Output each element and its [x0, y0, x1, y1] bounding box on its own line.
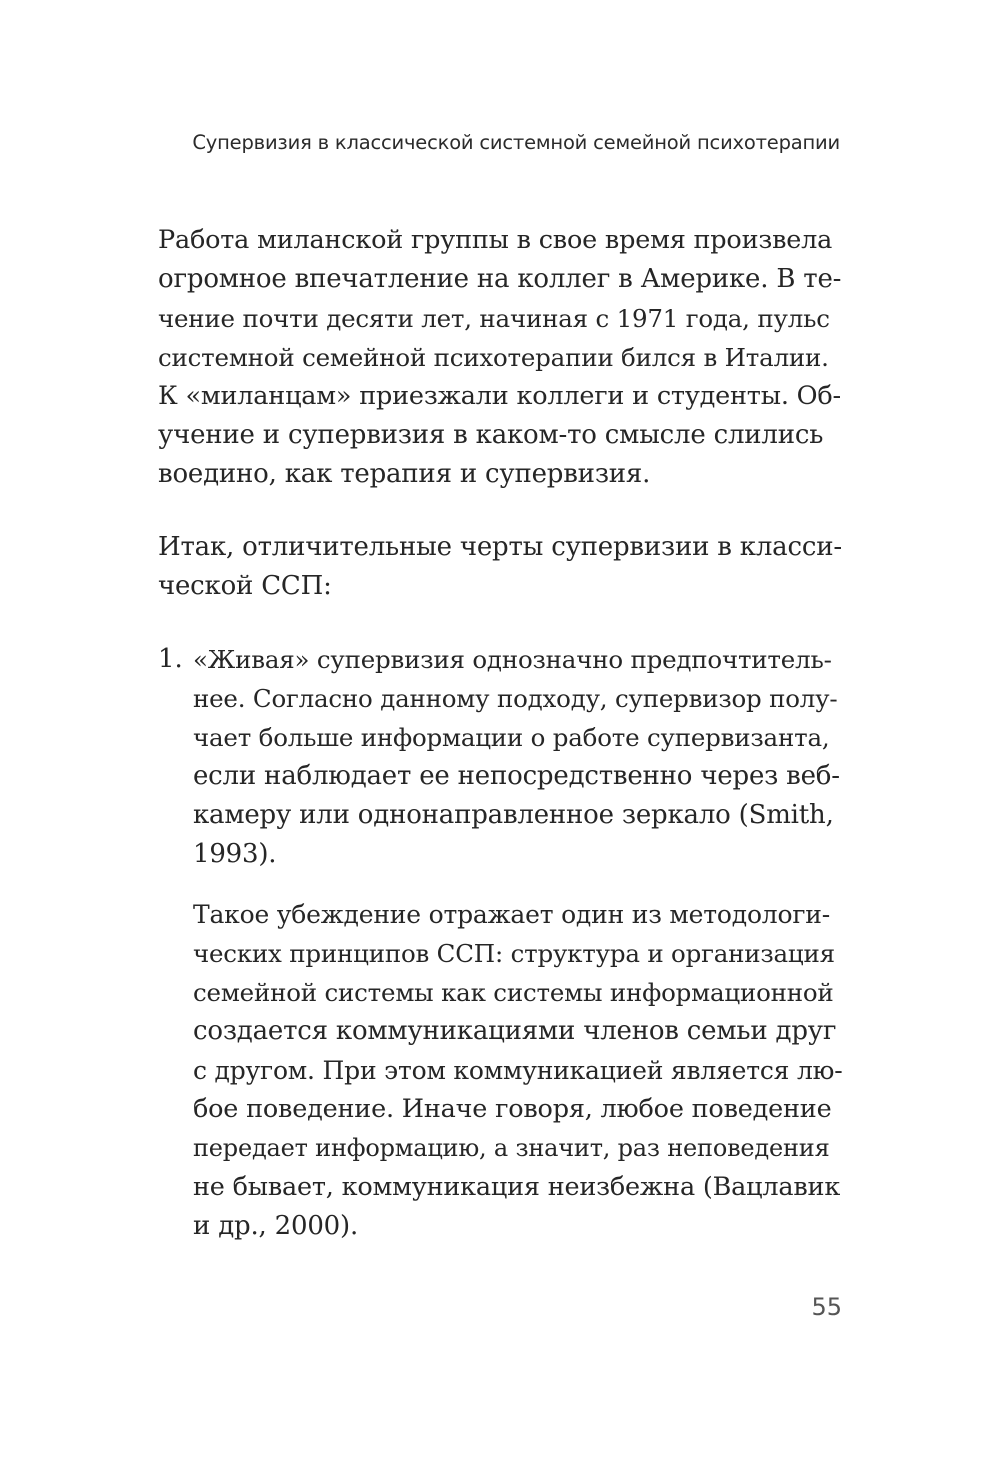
list-item-1-continuation-line-3: семейной системы как системы информационной: [193, 978, 834, 1007]
list-item-1-line-6: 1993).: [193, 839, 277, 869]
list-item-1-continuation-line-9: и др., 2000).: [193, 1211, 359, 1241]
paragraph-1-line-3: чение почти десяти лет, начиная с 1971 года, пульс: [158, 304, 830, 333]
list-item-1-line-3: чает больше информации о работе супервизанта,: [193, 723, 830, 752]
list-item-1-continuation-line-5: с другом. При этом коммуникацией является лю-: [193, 1056, 843, 1085]
paragraph-1-line-5: К «миланцам» приезжали коллеги и студенты. Об-: [158, 381, 841, 411]
paragraph-1-line-2: огромное впечатление на коллег в Америке. В те-: [158, 264, 842, 294]
paragraph-1-line-6: учение и супервизия в каком-то смысле слились: [158, 420, 824, 450]
list-item-1-continuation-line-8: не бывает, коммуникация неизбежна (Вацлавик: [193, 1172, 841, 1202]
paragraph-1-line-7: воедино, как терапия и супервизия.: [158, 459, 651, 489]
paragraph-1-line-4: системной семейной психотерапии бился в Италии.: [158, 343, 829, 372]
paragraph-1-line-1: Работа миланской группы в свое время произвела: [158, 225, 833, 255]
list-item-1-line-5: камеру или однонаправленное зеркало (Smith,: [193, 800, 834, 830]
list-item-1-continuation-line-1: Такое убеждение отражает один из методологи-: [193, 900, 830, 929]
list-item-1-line-2: нее. Согласно данному подходу, супервизор полу-: [193, 684, 838, 713]
page-number: 55: [811, 1293, 842, 1321]
list-item-1-continuation-line-4: создается коммуникациями членов семьи друг: [193, 1016, 837, 1046]
list-item-1-continuation-line-2: ческих принципов ССП: структура и организация: [193, 939, 835, 968]
list-item-1-marker: 1.: [158, 644, 183, 674]
list-item-1-continuation-line-7: передает информацию, а значит, раз неповедения: [193, 1134, 830, 1162]
list-item-1-line-1: «Живая» супервизия однозначно предпочтитель-: [193, 645, 832, 674]
list-item-1-continuation-line-6: бое поведение. Иначе говоря, любое поведение: [193, 1094, 832, 1124]
list-item-1-line-4: если наблюдает ее непосредственно через веб-: [193, 761, 840, 791]
running-header: Супервизия в классической системной семейной психотерапии: [192, 131, 840, 154]
paragraph-2-line-1: Итак, отличительные черты супервизии в класси-: [158, 532, 842, 562]
paragraph-2-line-2: ческой ССП:: [158, 571, 332, 601]
